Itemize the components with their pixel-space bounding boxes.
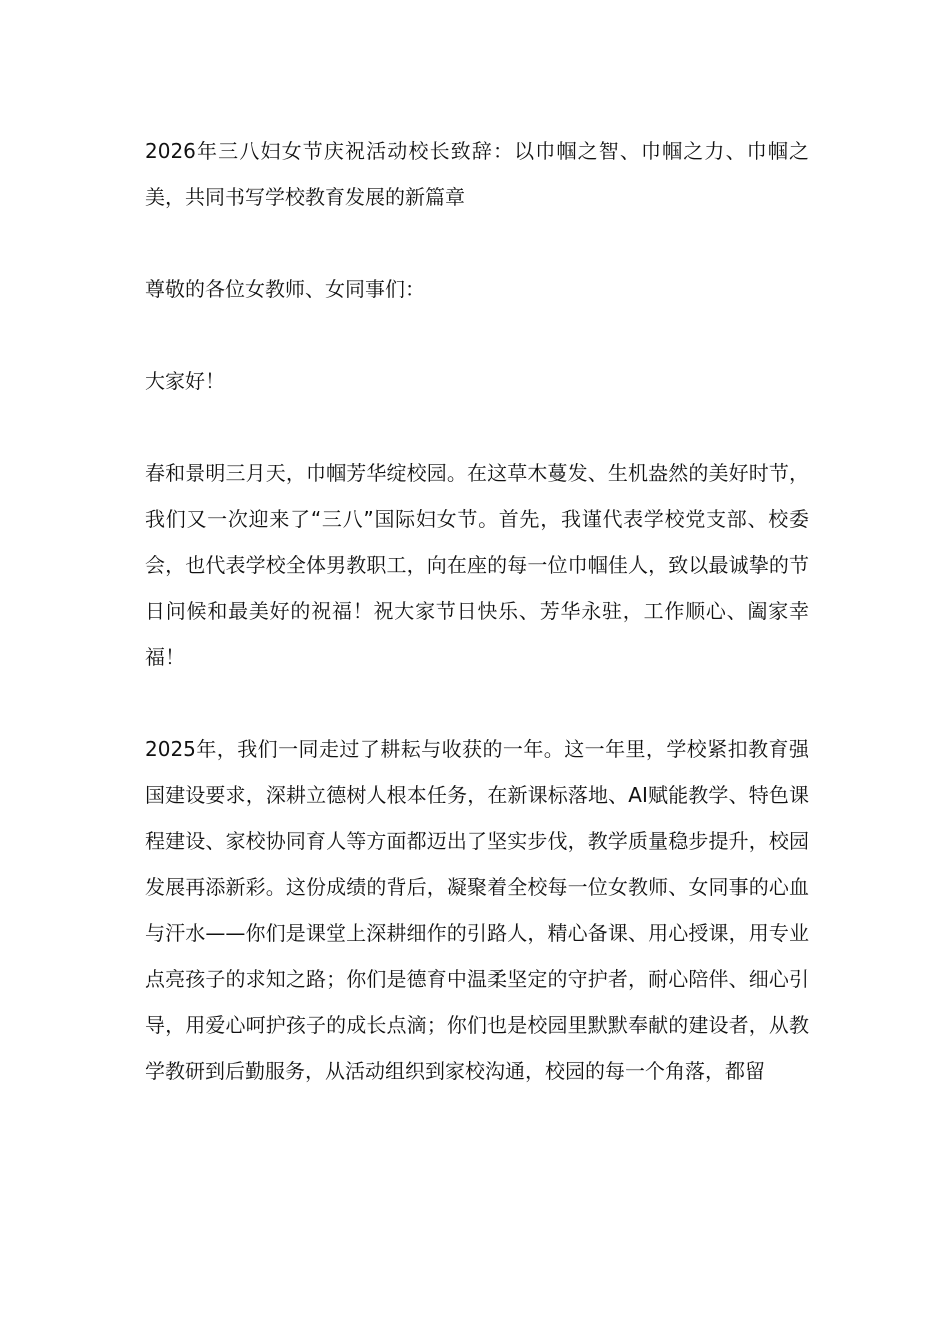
paragraph-review: 2025年，我们一同走过了耕耘与收获的一年。这一年里，学校紧扣教育强国建设要求，深耕立德树人根本任务，在新课标落地、AI赋能教学、特色课程建设、家校协同育人等方面都迈出了坚实步伐，教学质量稳步提升，校园发展再添新彩。这份成绩的背后，凝聚着全校每一位女教师、女同事的心血与汗水——你们是课堂上深耕细作的引路人，精心备课、用心授课，用专业点亮孩子的求知之路；你们是德育中温柔坚定的守护者，耐心陪伴、细心引导，用爱心呵护孩子的成长点滴；你们也是校园里默默奉献的建设者，从教学教研到后勤服务，从活动组织到家校沟通，校园的每一个角落，都留 xyxy=(145,737,809,1083)
document-title: 2026年三八妇女节庆祝活动校长致辞：以巾帼之智、巾帼之力、巾帼之美，共同书写学校教育发展的新篇章 xyxy=(145,139,809,209)
greeting: 大家好！ xyxy=(145,369,225,393)
document-body xyxy=(145,128,809,1140)
paragraph-opening: 春和景明三月天，巾帼芳华绽校园。在这草木蔓发、生机盎然的美好时节，我们又一次迎来了“三八”国际妇女节。首先，我谨代表学校党支部、校委会，也代表学校全体男教职工，向在座的每一位巾帼佳人，致以最诚挚的节日问候和最美好的祝福！祝大家节日快乐、芳华永驻，工作顺心、阖家幸福！ xyxy=(145,461,809,669)
salutation: 尊敬的各位女教师、女同事们： xyxy=(145,277,425,301)
